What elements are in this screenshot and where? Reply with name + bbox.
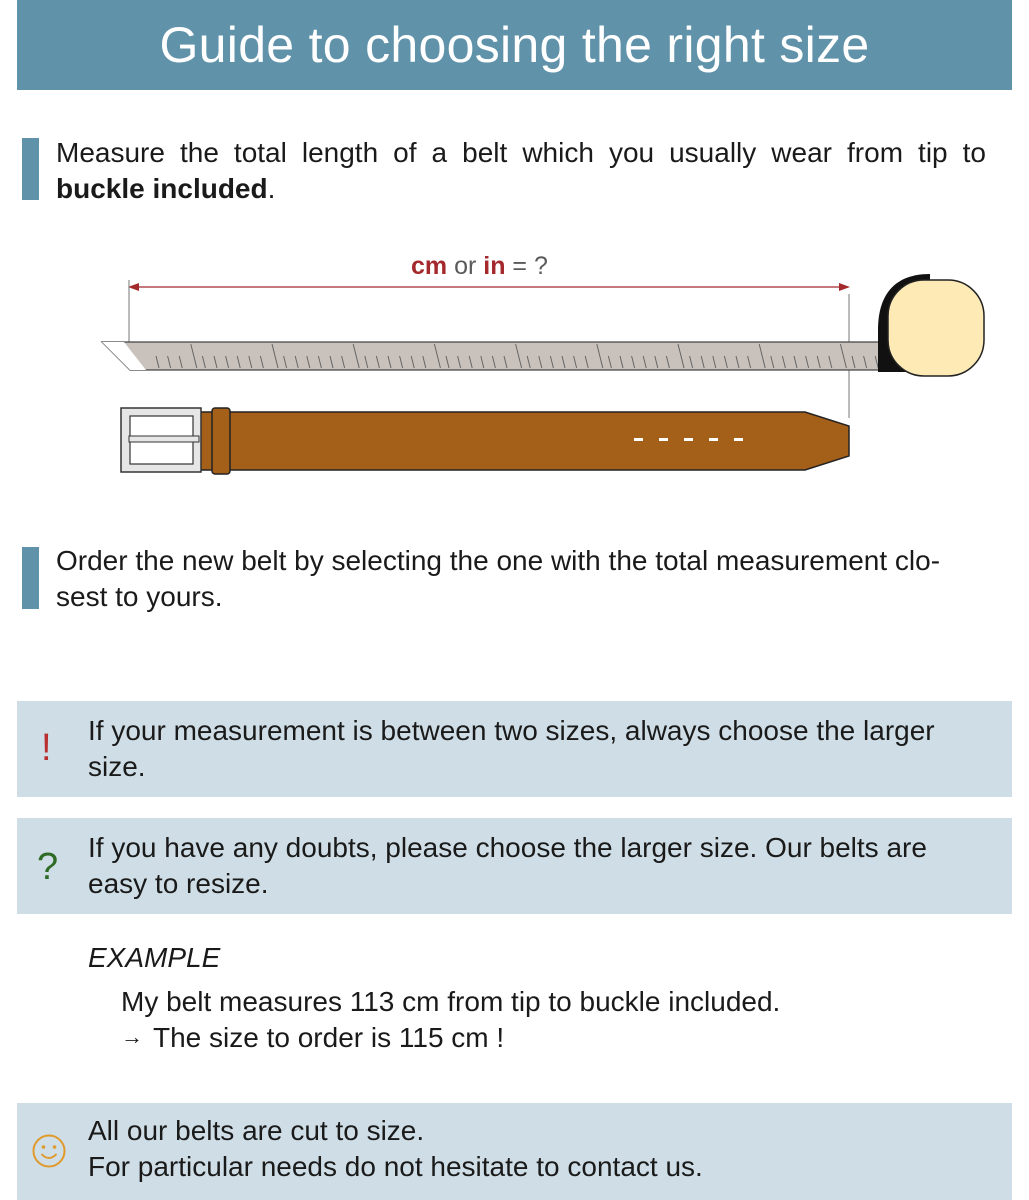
unit-cm: cm bbox=[411, 252, 448, 280]
belt-measurement-diagram bbox=[95, 262, 995, 482]
step-1-suffix: . bbox=[267, 173, 276, 204]
dimension-arrow bbox=[128, 283, 850, 291]
measuring-tape bbox=[102, 342, 893, 370]
exclamation-icon: ! bbox=[41, 727, 52, 769]
step-2-marker bbox=[22, 547, 39, 609]
belt-illustration bbox=[121, 408, 849, 474]
step-1-bold: buckle included bbox=[56, 173, 268, 204]
step-1-marker bbox=[22, 138, 39, 200]
example-line-2 bbox=[121, 1020, 504, 1058]
smiley-icon bbox=[31, 1133, 67, 1169]
example-line-1: My belt measures 113 cm from tip to buckle included. bbox=[121, 986, 781, 1017]
footer-line-1: All our belts are cut to size. bbox=[88, 1115, 425, 1146]
note-box-info bbox=[17, 1103, 1012, 1200]
example-result: The size to order is 115 cm ! bbox=[153, 1022, 505, 1053]
footer-line-2: For particular needs do not hesitate to contact us. bbox=[88, 1151, 703, 1182]
step-2-text: Order the new belt by selecting the one with the total measurement clo-sest to yours. bbox=[56, 545, 941, 612]
note-box-warning bbox=[17, 701, 1012, 797]
right-arrow-icon: → bbox=[121, 1024, 143, 1049]
note-box-question bbox=[17, 818, 1012, 914]
unit-suffix: = ? bbox=[505, 252, 548, 280]
page-title: Guide to choosing the right size bbox=[159, 17, 870, 73]
unit-in: in bbox=[483, 252, 506, 280]
note-question-text: If you have any doubts, please choose the larger size. Our belts are easy to resize. bbox=[88, 832, 927, 899]
note-warning-text: If your measurement is between two sizes, always choose the larger size. bbox=[88, 715, 935, 782]
question-icon: ? bbox=[37, 846, 59, 888]
step-1-main: Measure the total length of a belt which you usually wear from tip to bbox=[56, 137, 986, 168]
tape-measure-case bbox=[878, 274, 984, 376]
example-title: EXAMPLE bbox=[88, 942, 221, 973]
step-1-text bbox=[56, 135, 986, 207]
header-banner bbox=[17, 0, 1012, 90]
unit-or: or bbox=[447, 252, 484, 280]
